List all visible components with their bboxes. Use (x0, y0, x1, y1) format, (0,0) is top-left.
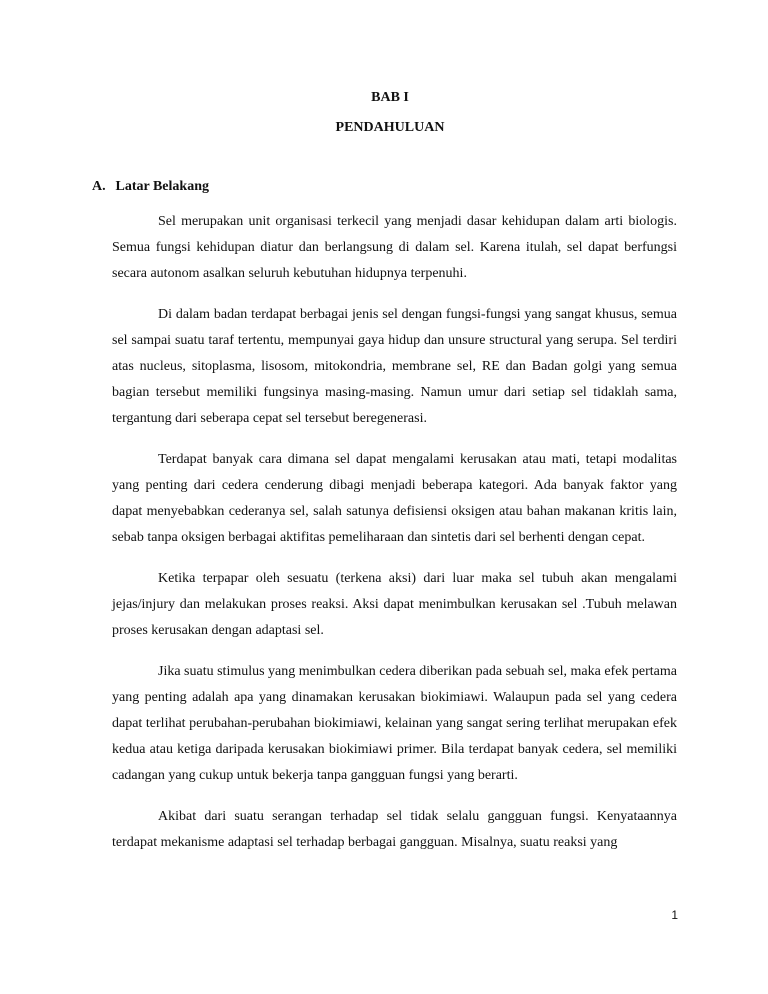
paragraph-4: Ketika terpapar oleh sesuatu (terkena aksi) dari luar maka sel tubuh akan mengalami jejas/injury dan melakukan proses reaksi. Aksi dapat menimbulkan kerusakan sel .Tubuh melawan proses kerusakan dengan adaptasi sel. (112, 571, 677, 638)
section-title: Latar Belakang (115, 179, 209, 194)
paragraph-3: Terdapat banyak cara dimana sel dapat mengalami kerusakan atau mati, tetapi modalitas yang penting dari cedera cenderung dibagi menjadi beberapa kategori. Ada banyak faktor yang dapat menyebabkan cederanya sel, salah satunya defisiensi oksigen atau bahan makanan kritis lain, sebab tanpa oksigen berbagai aktifitas pemeliharaan dan sintetis dari sel berhenti dengan cepat. (112, 452, 677, 545)
chapter-title: PENDAHULUAN (335, 120, 445, 135)
paragraph-1: Sel merupakan unit organisasi terkecil yang menjadi dasar kehidupan dalam arti biologis. Semua fungsi kehidupan diatur dan berlangsung di dalam sel. Karena itulah, sel dapat berfungsi secara autonom asalkan seluruh kebutuhan hidupnya terpenuhi. (112, 214, 677, 281)
chapter-number: BAB I (371, 90, 409, 105)
paragraph-6: Akibat dari suatu serangan terhadap sel tidak selalu gangguan fungsi. Kenyataannya terdapat mekanisme adaptasi sel terhadap berbagai gangguan. Misalnya, suatu reaksi yang (112, 809, 677, 850)
section-letter: A. (92, 179, 106, 194)
body-text (112, 209, 677, 871)
section-heading (92, 178, 209, 196)
paragraph-2: Di dalam badan terdapat berbagai jenis sel dengan fungsi-fungsi yang sangat khusus, semua sel sampai suatu taraf tertentu, mempunyai gaya hidup dan unsure structural yang serupa. Sel terdiri atas nucleus, sitoplasma, lisosom, mitokondria, membrane sel, RE dan Badan golgi yang semua bagian tersebut memiliki fungsinya masing-masing. Namun umur dari setiap sel tidaklah sama, tergantung dari seberapa cepat sel tersebut beregenerasi. (112, 307, 677, 426)
page-number: 1 (671, 908, 678, 922)
paragraph-5: Jika suatu stimulus yang menimbulkan cedera diberikan pada sebuah sel, maka efek pertama yang penting adalah apa yang dinamakan kerusakan biokimiawi. Walaupun pada sel yang cedera dapat terlihat perubahan-perubahan biokimiawi, kelainan yang sangat sering terlihat merupakan efek kedua atau ketiga daripada kerusakan biokimiawi primer. Bila terdapat banyak cedera, sel memiliki cadangan yang cukup untuk bekerja tanpa gangguan fungsi yang berarti. (112, 664, 677, 783)
